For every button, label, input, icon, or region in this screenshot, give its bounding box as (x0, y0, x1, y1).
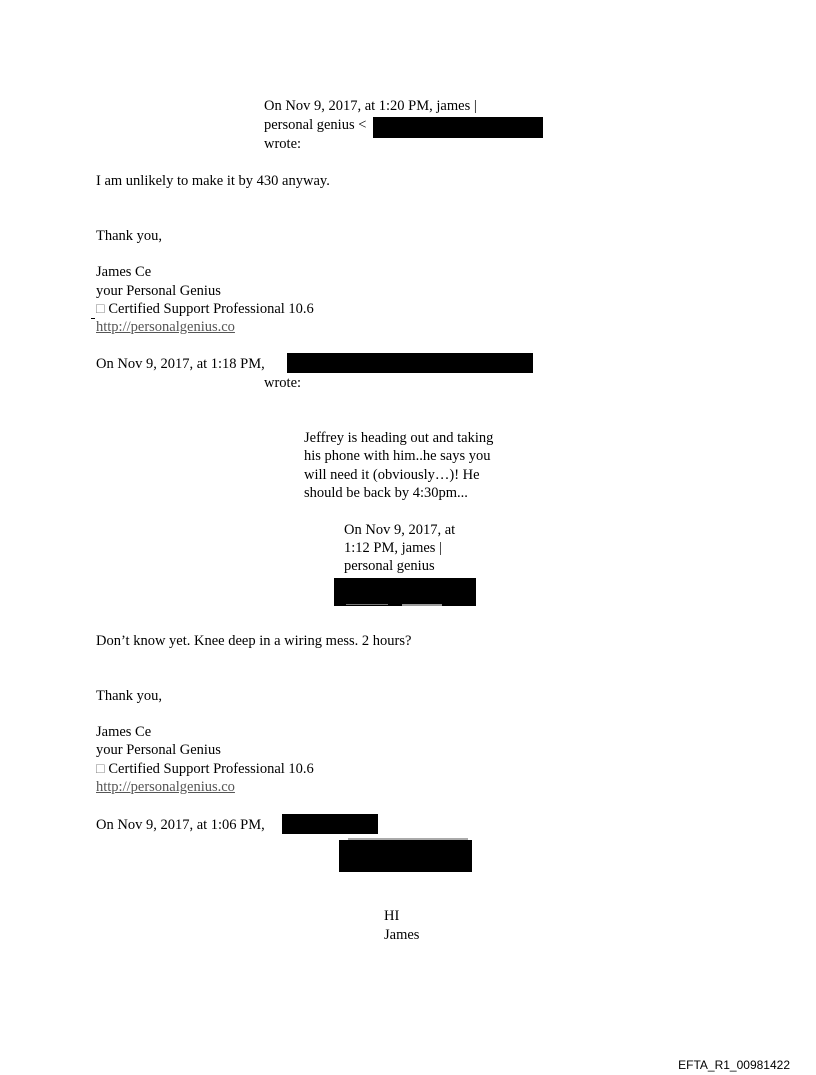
header1-line1: On Nov 9, 2017, at 1:20 PM, james | (264, 98, 477, 114)
message-line: Jeffrey is heading out and taking (304, 430, 494, 446)
signature-cert (96, 760, 314, 779)
signature-name: James Ce (96, 724, 152, 740)
signature-name: James Ce (96, 264, 152, 280)
redaction-box (373, 117, 543, 138)
redaction-box (282, 814, 378, 834)
signature-title: your Personal Genius (96, 283, 221, 299)
header3-line3: personal genius (344, 558, 435, 574)
message-text: I am unlikely to make it by 430 anyway. (96, 173, 330, 189)
signature-thanks: Thank you, (96, 688, 163, 704)
bates-number: EFTA_R1_00981422 (678, 1058, 790, 1072)
message-line: James (384, 927, 420, 943)
redaction-box (334, 578, 476, 606)
redaction-box (339, 840, 472, 872)
signature-link[interactable]: http://personalgenius.co (96, 319, 235, 335)
header4-line1: On Nov 9, 2017, at 1:06 PM, (96, 817, 265, 833)
residual-text-fragment (402, 604, 442, 606)
header1-line2: personal genius < (264, 117, 367, 133)
redaction-box (287, 353, 533, 373)
header3-line1: On Nov 9, 2017, at (344, 522, 456, 538)
header2-line2: wrote: (264, 375, 302, 391)
residual-underline (346, 604, 388, 605)
header3-line2: 1:12 PM, james | (344, 540, 442, 556)
message-line: should be back by 4:30pm... (304, 485, 468, 501)
stray-mark (91, 318, 95, 319)
header2-line1: On Nov 9, 2017, at 1:18 PM, (96, 356, 265, 372)
header1-line3: wrote: (264, 136, 302, 152)
signature-cert-text: Certified Support Professional 10.6 (108, 301, 314, 317)
message-line: will need it (obviously…)! He (304, 467, 480, 483)
signature-thanks: Thank you, (96, 228, 163, 244)
signature-cert (96, 300, 314, 319)
certificate-icon: □ (96, 761, 105, 777)
message-text: Don’t know yet. Knee deep in a wiring mess. 2 hours? (96, 633, 412, 649)
message-line: HI (384, 908, 400, 924)
message-line: his phone with him..he says you (304, 448, 491, 464)
certificate-icon: □ (96, 301, 105, 317)
signature-link[interactable]: http://personalgenius.co (96, 779, 235, 795)
signature-title: your Personal Genius (96, 742, 221, 758)
signature-cert-text: Certified Support Professional 10.6 (108, 761, 314, 777)
